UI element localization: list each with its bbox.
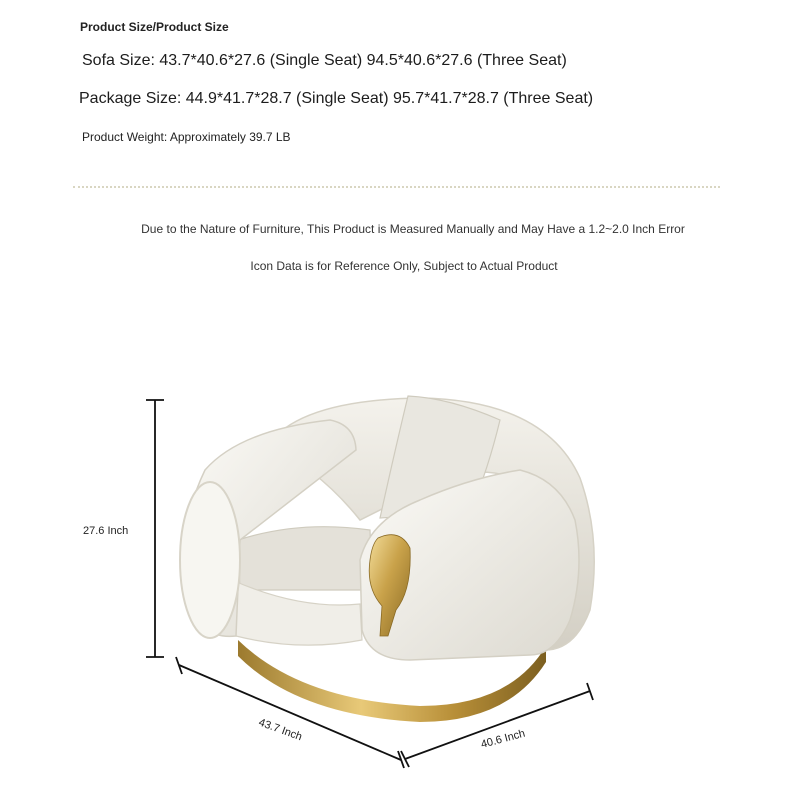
height-dimension <box>146 400 164 657</box>
product-weight-text: Product Weight: Approximately 39.7 LB <box>82 130 291 144</box>
measurement-note: Due to the Nature of Furniture, This Product is Measured Manually and May Have a 1.2~2.0 Inch Error <box>141 222 685 236</box>
armchair-illustration <box>180 396 594 722</box>
sofa-size-text: Sofa Size: 43.7*40.6*27.6 (Single Seat) 94.5*40.6*27.6 (Three Seat) <box>82 52 567 69</box>
height-label: 27.6 Inch <box>83 525 129 537</box>
depth-label: 40.6 Inch <box>479 727 527 751</box>
width-label: 43.7 Inch <box>256 716 304 744</box>
section-title: Product Size/Product Size <box>80 20 229 34</box>
package-size-text: Package Size: 44.9*41.7*28.7 (Single Seat) 95.7*41.7*28.7 (Three Seat) <box>79 90 594 107</box>
left-arm-end <box>180 482 240 638</box>
seat-cushion <box>238 527 372 590</box>
reference-note: Icon Data is for Reference Only, Subject to Actual Product <box>250 259 558 273</box>
watermark: 京大明华工厂 <box>372 682 456 698</box>
